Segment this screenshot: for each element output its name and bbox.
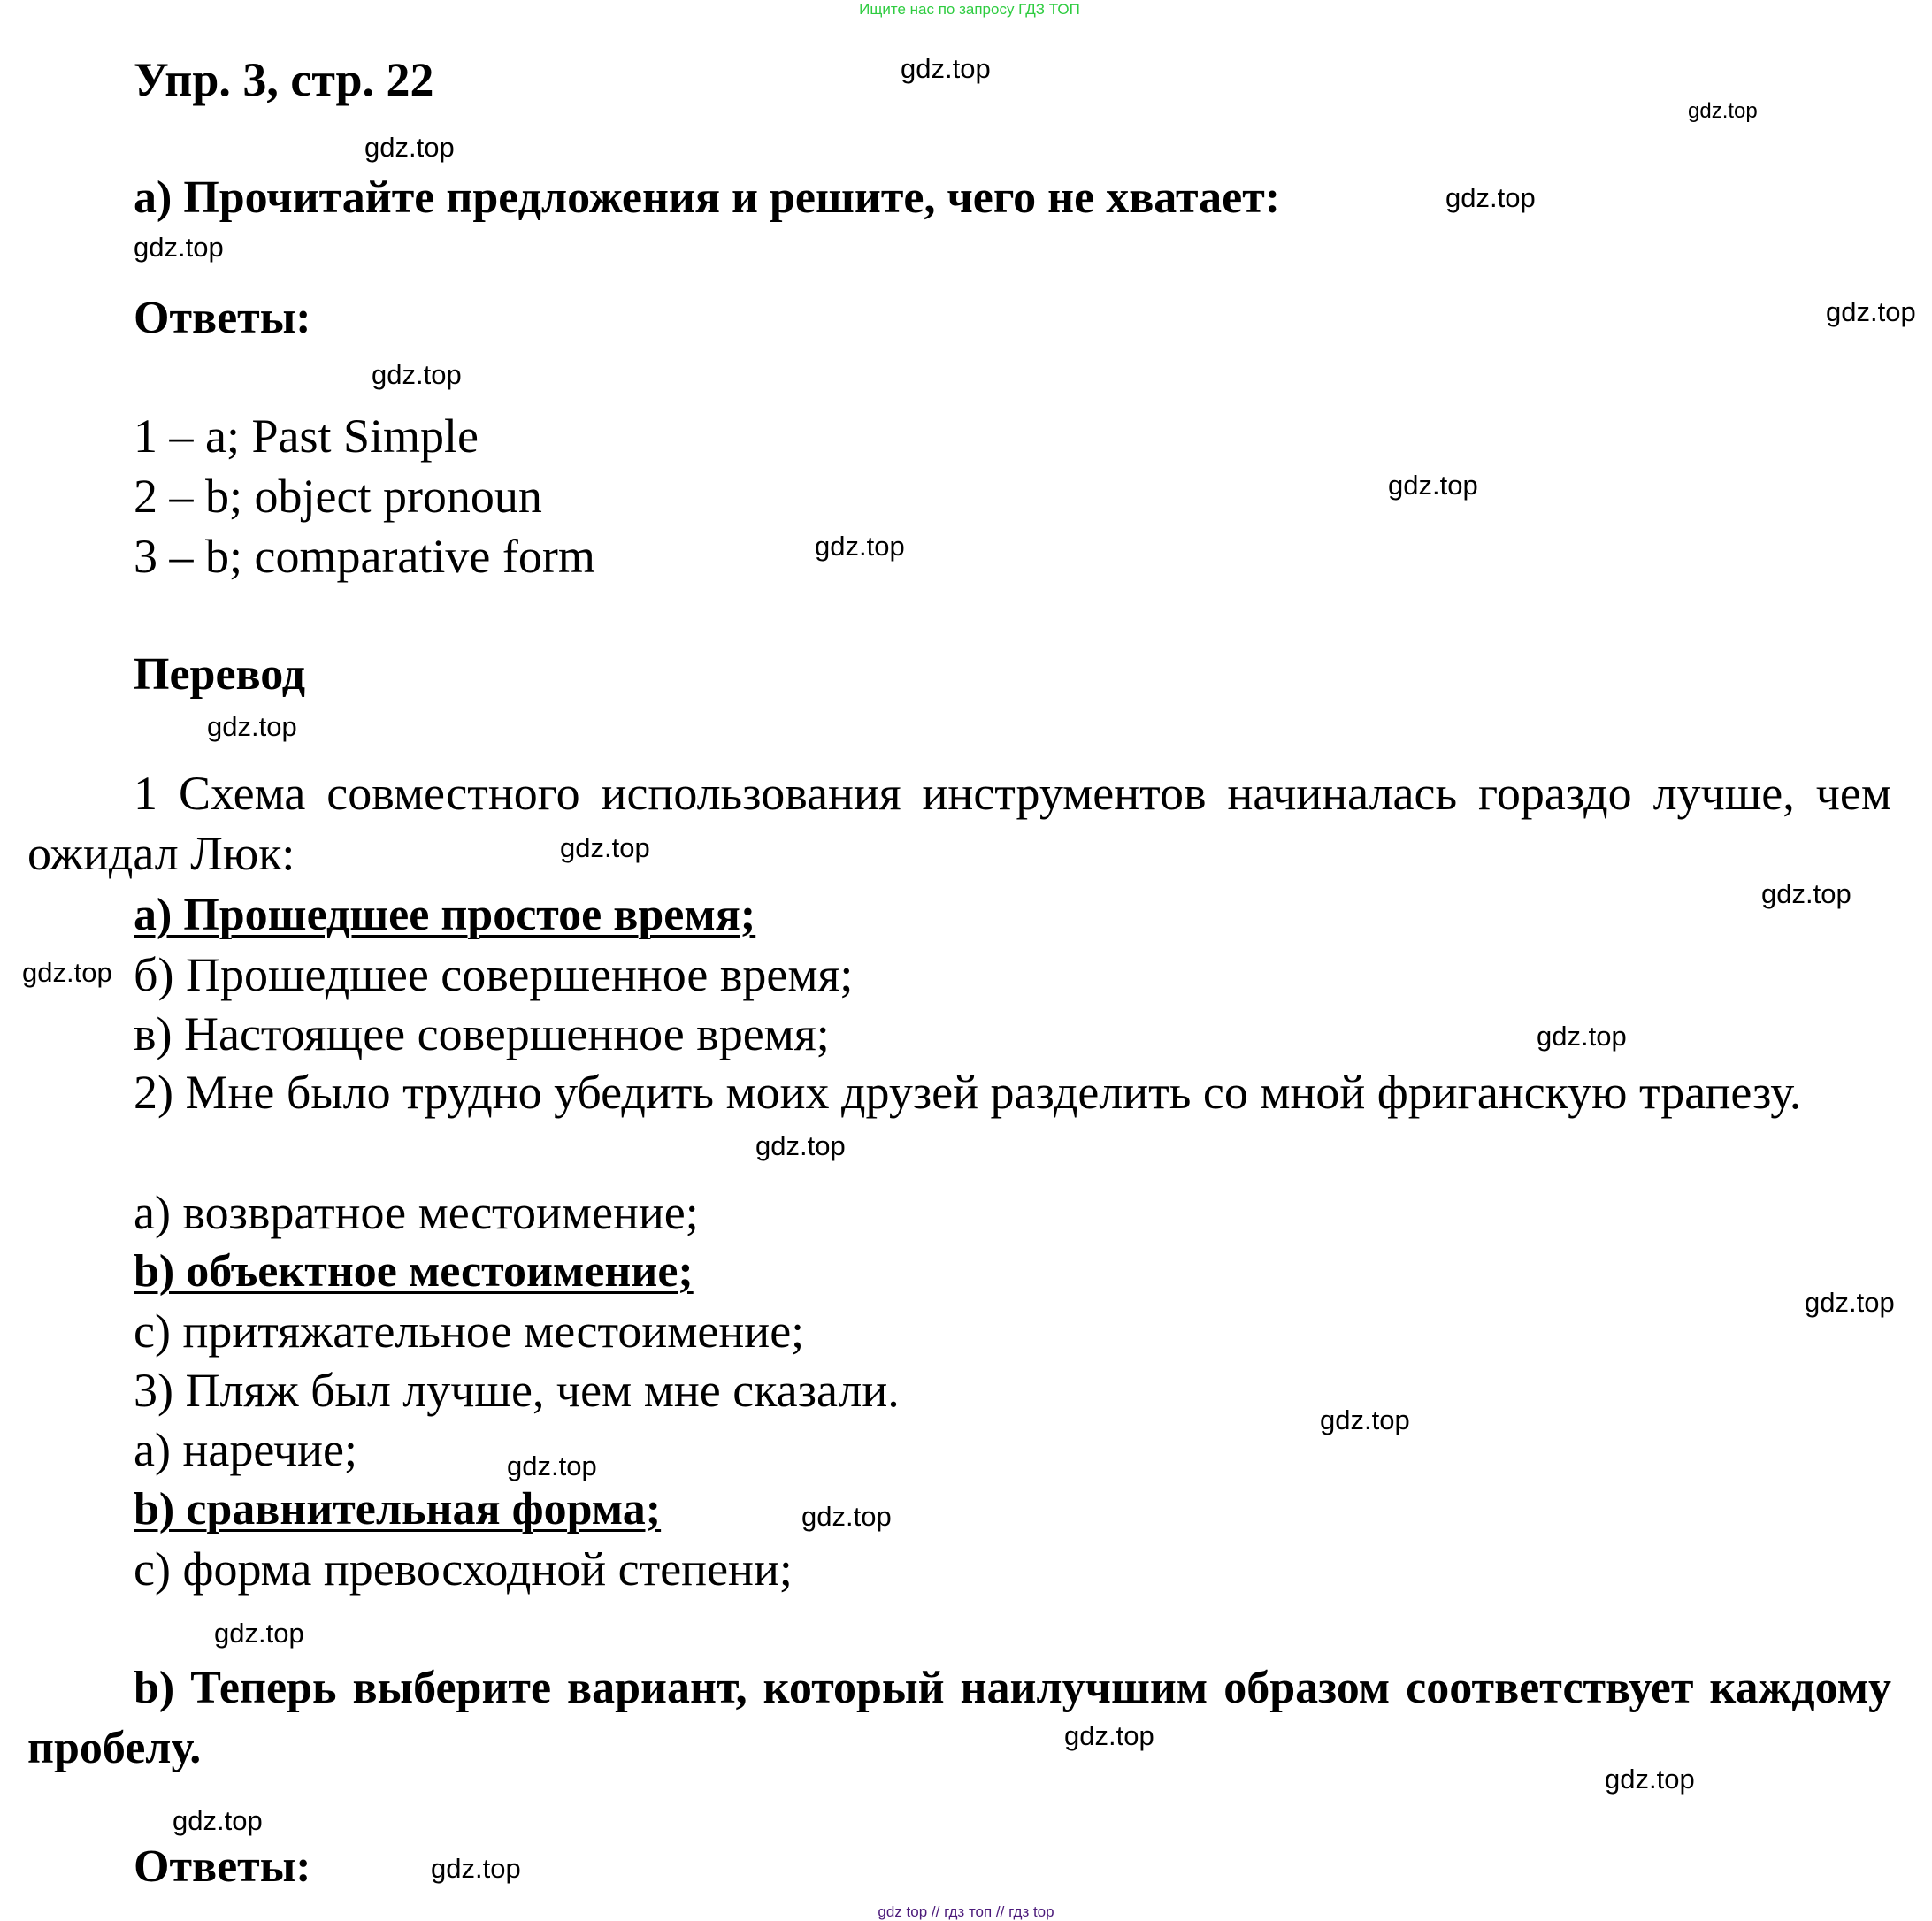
task-b-heading: b) Теперь выберите вариант, который наилучшим образом соответствует каждому пробелу. bbox=[27, 1663, 1891, 1773]
watermark: gdz.top bbox=[1320, 1404, 1410, 1435]
option-correct: b) сравнительная форма; bbox=[134, 1484, 662, 1535]
answers-heading: Ответы: bbox=[134, 293, 311, 343]
watermark: gdz.top bbox=[207, 711, 297, 742]
watermark: gdz.top bbox=[815, 531, 905, 562]
watermark: gdz.top bbox=[507, 1450, 597, 1481]
watermark: gdz.top bbox=[1445, 182, 1536, 213]
watermark: gdz.top bbox=[364, 132, 455, 163]
watermark: gdz.top bbox=[1537, 1021, 1627, 1052]
answer-item: 3 – b; comparative form bbox=[134, 530, 595, 583]
watermark: gdz.top bbox=[134, 232, 224, 263]
option: в) Настоящее совершенное время; bbox=[134, 1007, 830, 1060]
watermark: gdz.top bbox=[1605, 1764, 1695, 1795]
watermark: gdz.top bbox=[1761, 878, 1852, 909]
question-1: 1 Схема совместного использования инструментов начиналась гораздо лучше, чем ожидал Люк: bbox=[27, 767, 1891, 880]
watermark: gdz.top bbox=[901, 53, 991, 84]
option: c) притяжательное местоимение; bbox=[134, 1305, 805, 1358]
watermark: gdz.top bbox=[22, 957, 112, 988]
watermark: gdz.top bbox=[1688, 99, 1758, 123]
answer-item: 1 – a; Past Simple bbox=[134, 409, 479, 463]
question-2: 2) Мне было трудно убедить моих друзей разделить со мной фриганскую трапезу. bbox=[134, 1066, 1802, 1119]
watermark: gdz.top bbox=[372, 359, 462, 390]
watermark: gdz.top bbox=[1388, 470, 1478, 501]
option: a) возвратное местоимение; bbox=[134, 1186, 699, 1239]
watermark: gdz.top bbox=[431, 1853, 521, 1884]
question-3: 3) Пляж был лучше, чем мне сказали. bbox=[134, 1364, 900, 1417]
watermark: gdz.top bbox=[172, 1805, 263, 1836]
watermark: gdz.top bbox=[1064, 1720, 1154, 1751]
watermark: gdz.top bbox=[801, 1501, 892, 1532]
task-a-heading: а) Прочитайте предложения и решите, чего не хватает: bbox=[134, 172, 1281, 223]
option: б) Прошедшее совершенное время; bbox=[134, 948, 854, 1001]
watermark: gdz.top bbox=[1826, 296, 1916, 327]
option-correct: b) объектное местоимение; bbox=[134, 1246, 694, 1297]
answer-item: 2 – b; object pronoun bbox=[134, 470, 542, 523]
footer-links[interactable]: gdz top // гдз топ // гдз top bbox=[878, 1903, 1054, 1920]
answers-heading-2: Ответы: bbox=[134, 1841, 311, 1892]
watermark: gdz.top bbox=[560, 832, 650, 863]
watermark: gdz.top bbox=[755, 1130, 846, 1161]
option: c) форма превосходной степени; bbox=[134, 1542, 793, 1596]
header-search-link[interactable]: Ищите нас по запросу ГДЗ ТОП bbox=[859, 1, 1080, 18]
option-correct: а) Прошедшее простое время; bbox=[134, 890, 756, 940]
translation-heading: Перевод bbox=[134, 649, 306, 700]
watermark: gdz.top bbox=[1805, 1287, 1895, 1318]
page-title: Упр. 3, стр. 22 bbox=[134, 53, 434, 106]
watermark: gdz.top bbox=[214, 1618, 304, 1649]
option: a) наречие; bbox=[134, 1423, 357, 1476]
